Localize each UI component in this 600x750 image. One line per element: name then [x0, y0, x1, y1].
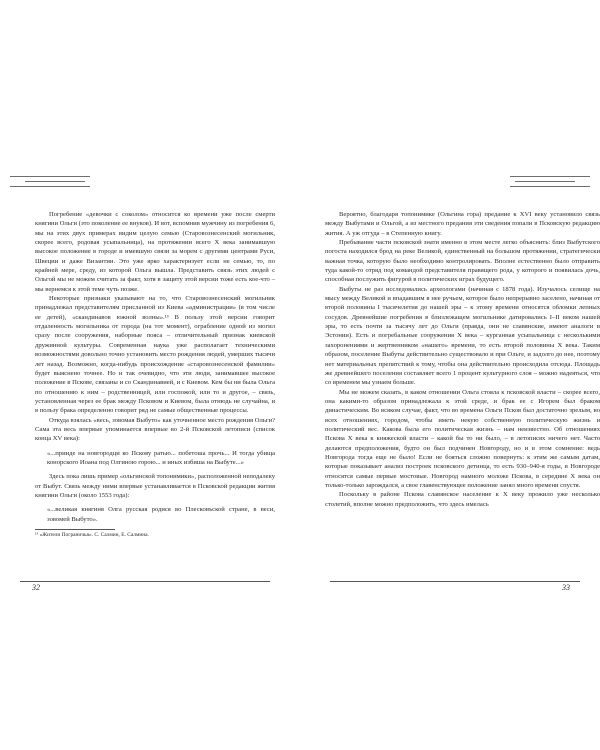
- left-text-column: [35, 210, 275, 539]
- left-page-number: 32: [32, 583, 40, 592]
- right-text-column: [325, 210, 600, 509]
- left-footer-rule: [20, 581, 270, 582]
- paragraph: Некоторые признаки указывают на то, что Старовознесенский могильник принадлежал представителям присланной из Киева «администрации» (в том числе ее детей), «скандинавов южной волны».¹³ В пользу этой версии говорит отдаленность могильника от города (на тот момент), ограбление одной из могил сразу после сооружения, наборные пояса – отличительный признак киевской дружинной культуры. Современная наука уже располагает техническими возможностями довольно точно установить место рождения людей, умерших тысячи лет назад. Возможно, когда-нибудь происхождение «старовознесенской фамилии» будет выяснено точнее. Но и так очевидно, что эти люди, занимавшее высокое положение в Пскове, связаны и со Скандинавией, и с Киевом. Кем бы ни была Ольга по отношению к ним – родственницей, или госпожой, или то и другое, – связь, установленная через ее брак между Псковом и Киевом, была отнюдь не случайна, и в пользу брака определенно говорит ряд не самые общественные процессы.: [35, 295, 275, 415]
- paragraph: Поскольку в районе Пскова славянское население к X веку прожило уже несколько столетий, вполне можно предположить, что здесь имелась: [325, 491, 600, 508]
- right-page-number: 33: [562, 583, 570, 592]
- quotation: «...великая княгиня Олга русская родися во Плесковъской стране, в веси, зовомей Выбуто».: [47, 506, 275, 523]
- paragraph: Здесь пока лишь пример «ольгинской топонимики», расположенной неподалеку от Выбут. Связь между ними впервые устанавливается в Псковской редакции жития княгини Ольги (около 1553 года):: [35, 473, 275, 499]
- right-footer-rule: [330, 581, 580, 582]
- footnote: ¹³ «Жители Пограничья». С. Салмин, Е. Салмина.: [35, 532, 149, 538]
- quotation: «...прииде на новгородци ко Пскову ратью... побетоша прочь... И тогда убища конорского Иоана под Олгиною горою... и иных избиша на Выбуте...»: [47, 449, 275, 466]
- paragraph: Выбуты не раз исследовались археологами (начиная с 1878 года). Изучалось селище на мысу между Великой и впадавшим в нее ручьем, которое было непрерывно заселено, начиная от второй половины I тысячелетия до нашей эры – к этому времени относятся обломки лепных сосудов. Древнейшие погребения в близлежащем могильнике датировались I–II веком нашей эры, то есть почти за тысячу лет до Ольги (правда, они не славянские, имеют аналоги в Эстонии). Есть и погребальные сооружения X века – курганная усыпальница с несколькими захоронениями и жертвенником «нашего» времени, то есть второй половины X века. Таким образом, поселение Выбуты действительно существовало и при Ольге, и задолго до нее, поэтому нет материальных препятствий к тому, чтобы она действительно происходила отсюда. Площадь же древнейшего поселения составляет всего 1 процент культурного слоя – можно надеяться, что со временем мы узнаем больше.: [325, 285, 600, 387]
- paragraph: Откуда взялась «весь, зовомая Выбуто» как уточненное место рождения Ольги? Сама эта весь впервые упоминается впервые во 2-й Псковской летописи (список конца XV века):: [35, 416, 275, 443]
- paragraph: Пребывание части псковской знати именно в этом месте легко объяснить: близ Выбутского погоста находился брод на реке Великой, единственный на большом протяжении, стратегически важная точка, которую было необходимо контролировать. Вполне естественно было отправить туда какой-то отряд под командой представителя правящего рода, у которого и появилась дочь, способная послужить фигурой в политических играх будущего.: [325, 239, 600, 284]
- paragraph: Вероятно, благодаря топонимике (Ольгина гора) предание к XVI веку установило связь между Выбутами и Ольгой, а из местного предания эти сведения попали в Псковскую редакцию жития. А уж отгуда – в Степенную книгу.: [325, 211, 600, 237]
- paragraph: Погребение «девочки с соколом» относится ко времени уже после смерти княгини Ольги (это поколение ее внуков). И вот, вспомнив мужчину из погребения 6, мы на этих двух примерах видим целую семью (Старовознесенский могильник, скорее всего, родовая усыпальница), на протяжении всего X века занимавшую высокое положение в городе и имевшую связи за морем с другими центрами Руси, Швеции и даже Византии. Это уже ярко характеризует если не семью, то, по крайней мере, среду, из которой Ольга вышла. Представить связь этих людей с Ольгой мы не можем считать за факт, хотя в защиту этой версии тоже есть кое-что – мы вернемся к этой теме чуть позже.: [35, 211, 275, 293]
- footnote-divider: [35, 529, 115, 530]
- paragraph: Мы не можем сказать, в каком отношении Ольга стояла к псковской власти – скорее всего, она какими-то образом принадлежала к этой среде, и брак ее с Игорем был браком династическим. Во всяком случае, факт, что во времена Ольги Псков был достаточно зрелым, во всех отношениях, городом, чтобы иметь некую собственную политическую жизнь и политический вес. Какова была его политическая жизнь – нам неизвестно. Об отношениях Пскова X века к княжеской власти – какой бы то ни было, – в летописях ничего нет. Часто делаются предположения, будто он был подчинен Новгороду, но и в этом сомнение: ведь Новгорода тогда еще не было! Если не бояться сложно повернуть: к этим же самым датам, которые показывает анализ построек псковского детинца, то есть 930–940-я годы, в Новгороде относятся самые первые мостовые. Новгород намного моложе Пскова, в середине X века он только-только зарождался, а свое главенствующее положение занял много времени спустя.: [325, 388, 600, 489]
